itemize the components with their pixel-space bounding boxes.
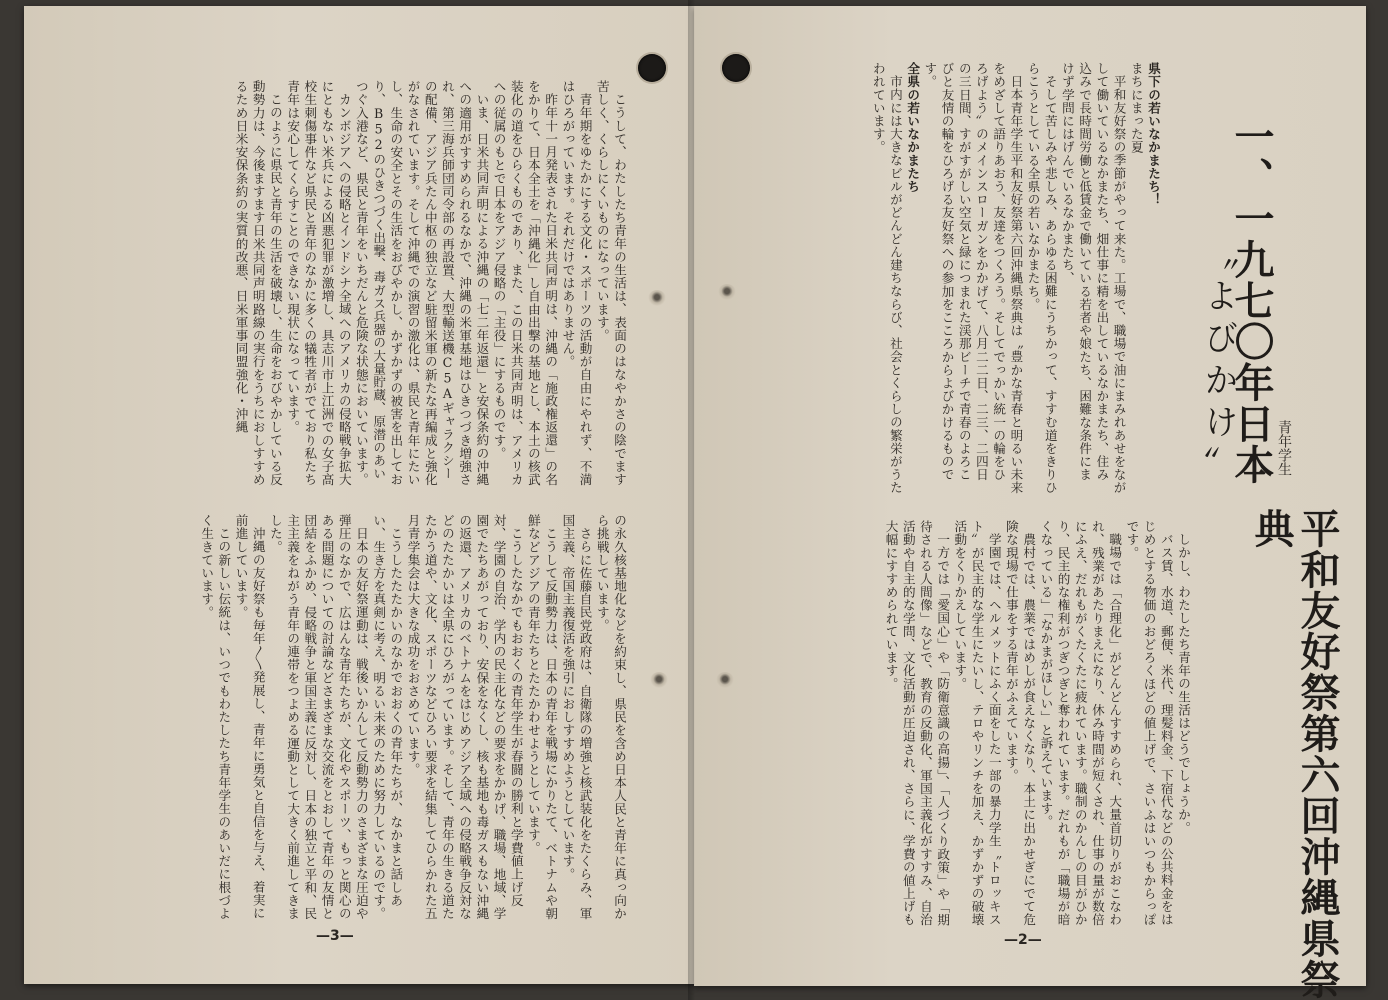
paragraph: 青年期をゆたかにする文化・スポーツの活動が自由にやれず、不満はひろがっています。それだけではありません。 [560,80,593,486]
staple-dent [648,290,666,306]
binder-hole [638,54,666,82]
paragraph: 平和友好祭の季節がやって来た。工場で、職場で油にまみれあせをながして働いているなかまたち、畑仕事に精を出しているなかまたち、住み込みで長時間労働と低賃金で働いている若者や娘たち、困難な条件にまけず学問にはげんでいるなかまたち、 [1059,62,1127,494]
paragraph: こうしたたたかいのなかでおおくの青年たちが、なかまと話しあい、生き方を真剣に考え、明るい未来のために努力しているのです。 [371,514,404,921]
paragraph: まちにまった夏 [1128,62,1144,154]
paragraph: こうして反動勢力は、日本の青年を戦場にかりたて、ベトナムや朝鮮などアジアの青年たちとたたかわせようとしています。 [525,514,559,920]
page-title-line1: 一、一九七〇年日本 [1228,116,1274,485]
title-small-label: 青年学生 [1276,420,1292,476]
paragraph: さらに佐藤自民党政府は、自衛隊の増強と核武装化をたくらみ、軍国主義、帝国主義復活を強引におしすすめようとしています。 [560,514,593,920]
page-number-left: —3— [316,928,354,944]
paragraph: いま、日米共同声明による沖縄の「七二年返還」と安保条約の沖縄への適用がすすめられるなかで、沖縄の米軍基地はひきつづき増強され、第三海兵師団司令部の再設置、大型輸送機C5Aギャラクシーの配備、アジア兵たん中枢の独立など駐留米軍の新たな再編成と強化がなされています。そして沖縄での演習の激化は、県民と青年にたいし、生命の安全とその生活をおびやかし、かずかずの被害を出しており、B52のひきつづく出撃、毒ガス兵器の大量貯蔵、原潜のあいつぐ入港など、県民と青年をいちだんと危険な状態においています。 [353,80,490,487]
paragraph: この新しい伝統は、いつでもわたしたち青年学生のあいだに根づよく生きています。 [199,514,232,920]
center-fold [688,0,700,1000]
left-upper-text [82,80,628,490]
paragraph: 日本青年学生平和友好祭第六回沖縄県祭典は〝豊かな青春と明るい未来をめざして語りあおう、友達をつくろう。そしてでっかい統一の輪をひろげよう〟のメインスローガンをかかげて、八月二二日、二三、二四日の三日間、すがすがしい空気と緑につまれた渓那ビーチで青春のよろこびと友情の輪をひろげる友好祭への参加をこころからよびかけるものです。 [922,62,1024,494]
staple-dent [718,284,736,300]
paragraph: 昨年十一月発表された日米共同声明は、沖縄の「施政権返還」の名をかりて、日本全土を「沖縄化」し自由出撃の基地とし、本土の核武装化の道をひらくものであり、また、この日米共同声明は、アメリカへの従属のもとで日本をアジア侵略の「主役」にするものです。 [491,80,559,487]
staple-dent [650,672,668,688]
paragraph: このように県民と青年の生活を破壊し、生命をおびやかしている反動勢力は、今後ますます日米共同声明路線の実行をうちにおしすすめるため日米安保条約の実質的改悪、日米軍事同盟強化・沖縄 [233,80,283,487]
paragraph: バス賃、水道、郵便、米代、理髪料金、下宿代などの公共料金をはじめとする物価のおどろくほどの値上げで、さいふはいつもからっぽです。 [1124,520,1174,927]
staple-dent [716,672,734,688]
page-subtitle: 〝よびかけ〟 [1198,236,1238,488]
paragraph: 農村では、農業ではめしが食えなくなり、本土に出かせぎにでて危険な現場で仕事をする青年がふえています。 [1003,520,1037,926]
paragraph: 一方では「愛国心」や「防衛意識の高揚」、「人づくり政策」や「期待される人間像」などで、教育の反動化、軍国主義化がすすみ、自治活動や自主的な学問、文化活動が圧迫され、さらに、学費の値上げも大幅にすすめられています。 [883,520,951,927]
page-title-line2: 平和友好祭第六回沖縄県祭典 [1248,508,1340,1000]
page-number-right: —2— [1004,932,1042,948]
paragraph: 沖縄の友好祭も毎年〳〵発展し、青年に勇気と自信を与え、着実に前進しています。 [233,514,266,920]
paragraph: 市内には大きなビルがどんどん建ちならび、社会とくらしの繁栄がうたわれています。 [870,62,903,494]
paragraph: の永久核基地化などを約束し、県民を含め日本人民と青年に真っ向から挑戦しています。 [594,514,627,921]
paragraph: 学園では、ヘルメットにふく面をした一部の暴力学生〝トロッキスト〟が民主的な学生にたいし、テロやリンチを加え、かずかずの破壊活動をくりかえしています。 [952,520,1002,927]
paragraph: 日本の友好祭運動は、戦後いかんして反動勢力のさまざまな圧迫や弾圧のなかで、広はんな青年たちが、文化やスポーツ、もっと関心のある問題についての討論などさまざまな交流をとおして青年の友情と団結をふかめ、侵略戦争と軍国主義に反対し、日本の独立と平和、民主主義をねがう青年の連帯をつよめる運動として大きく前進してきました。 [267,514,369,921]
paragraph: そして苦しみや悲しみ、あらゆる困難にうちかって、すすむ道をきりひらこうとしている全県の若いなかまたち。 [1025,62,1058,494]
paragraph: 職場では「合理化」がどんどんすすめられ、大量首切りがおこなわれ、残業があたりまえになり、休み時間が短くされ、仕事の量が数倍にふえ、だれもがくたくたに疲れています。職制のかんしの目がひかり、民主的な権利がつぎつぎと奪われています。だれもが「職場が暗くなっている」「なかまがほしい」と訴えています。 [1038,520,1123,927]
right-lower-text [760,520,1192,930]
paragraph: こうしたなかでもおおくの青年学生が春闘の勝利と学費値上げ反対、学園の自治、学内の民主化などの要求をかかげ、職場、地域、学園でたちあがっており、安保をなくし、核も基地も毒ガスもない沖縄の返還、アメリカのベトナムをはじめアジア全域への侵略戦争反対などのたたかいは全県にひろがっています。そして、青年の生きる道たたかう道や、文化、スポーツなどひろい要求を結集してひらかれた五月青学集会は大きな成功をおさめています。 [405,514,524,921]
paragraph: こうして、わたしたち青年の生活は、表面のはなやかさの陰でます苦しく、くらしにくいものになっています。 [594,80,627,486]
binder-hole [722,54,750,82]
section-heading: 全県の若いなかまたち [905,62,921,193]
section-heading: 県下の若いなかまたち！ [1146,62,1161,207]
paragraph: しかし、わたしたち青年の生活はどうでしょうか。 [1176,532,1191,834]
right-upper-text [770,62,1162,494]
paragraph: カンボジアへの侵略とインドシナ全域へのアメリカの侵略戦争拡大にともない米兵による凶悪犯罪が激増し、具志川市上江洲での女子高校生刺傷事件など県民と青年のなかに多くの犠牲者がでており私たち青年は安心してくらすことのできない現状になっています。 [285,80,352,487]
left-lower-text [82,514,628,924]
